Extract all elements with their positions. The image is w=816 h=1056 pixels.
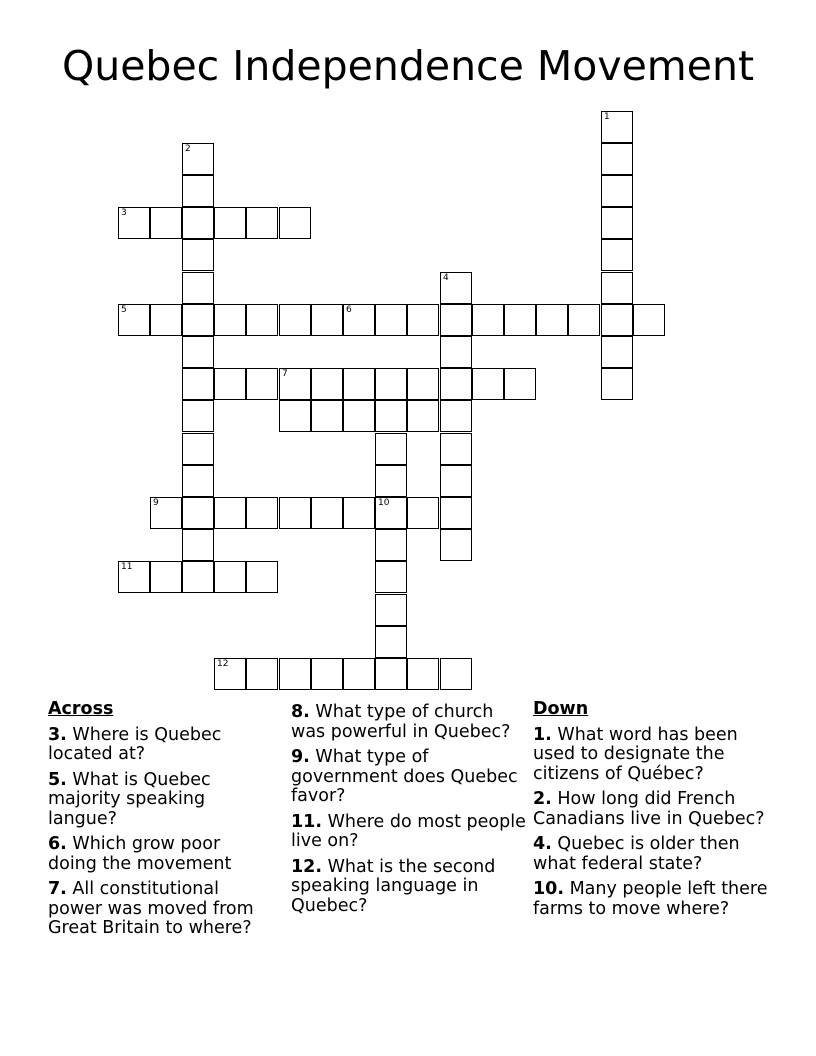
grid-cell[interactable] xyxy=(601,239,633,271)
grid-cell[interactable] xyxy=(118,207,150,239)
clue-number: 1 xyxy=(604,112,610,122)
grid-cell[interactable] xyxy=(279,497,311,529)
grid-cell[interactable] xyxy=(182,368,214,400)
clue-down-4: 4. Quebec is older then what federal state? xyxy=(533,834,740,874)
grid-cell[interactable] xyxy=(279,304,311,336)
clue-across-9: 9. What type of government does Quebec favor? xyxy=(291,747,518,806)
grid-cell[interactable] xyxy=(311,368,343,400)
clue-number: 2 xyxy=(185,144,191,154)
page-title: Quebec Independence Movement xyxy=(61,42,755,90)
grid-cell[interactable] xyxy=(375,497,407,529)
grid-cell[interactable] xyxy=(150,304,182,336)
grid-cell[interactable] xyxy=(375,529,407,561)
clue-across-6: 6. Which grow poor doing the movement xyxy=(48,834,232,874)
grid-cell[interactable] xyxy=(601,175,633,207)
grid-cell[interactable] xyxy=(182,497,214,529)
grid-cell[interactable] xyxy=(375,433,407,465)
clue-across-7: 7. All constitutional power was moved from Great Britain to where? xyxy=(48,879,254,938)
grid-cell[interactable] xyxy=(375,561,407,593)
grid-cell[interactable] xyxy=(440,368,472,400)
grid-cell[interactable] xyxy=(440,658,472,690)
grid-cell[interactable] xyxy=(601,111,633,143)
grid-cell[interactable] xyxy=(279,658,311,690)
grid-cell[interactable] xyxy=(440,465,472,497)
grid-cell[interactable] xyxy=(311,658,343,690)
grid-cell[interactable] xyxy=(375,594,407,626)
grid-cell[interactable] xyxy=(601,272,633,304)
grid-cell[interactable] xyxy=(375,304,407,336)
grid-cell[interactable] xyxy=(407,304,439,336)
clues-column-2 xyxy=(291,703,526,922)
grid-cell[interactable] xyxy=(343,658,375,690)
grid-cell[interactable] xyxy=(504,368,536,400)
grid-cell[interactable] xyxy=(375,400,407,432)
grid-cell[interactable] xyxy=(601,207,633,239)
grid-cell[interactable] xyxy=(214,561,246,593)
grid-cell[interactable] xyxy=(440,433,472,465)
grid-cell[interactable] xyxy=(246,207,278,239)
grid-cell[interactable] xyxy=(375,658,407,690)
grid-cell[interactable] xyxy=(375,465,407,497)
grid-cell[interactable] xyxy=(182,336,214,368)
grid-cell[interactable] xyxy=(440,272,472,304)
grid-cell[interactable] xyxy=(279,400,311,432)
grid-cell[interactable] xyxy=(343,497,375,529)
grid-cell[interactable] xyxy=(118,304,150,336)
grid-cell[interactable] xyxy=(601,368,633,400)
clue-down-10: 10. Many people left there farms to move where? xyxy=(533,879,768,919)
clue-number: 4 xyxy=(443,273,449,283)
grid-cell[interactable] xyxy=(311,400,343,432)
grid-cell[interactable] xyxy=(279,368,311,400)
grid-cell[interactable] xyxy=(601,143,633,175)
grid-cell[interactable] xyxy=(182,433,214,465)
down-heading: Down xyxy=(533,699,589,719)
grid-cell[interactable] xyxy=(214,497,246,529)
grid-cell[interactable] xyxy=(182,207,214,239)
grid-cell[interactable] xyxy=(343,400,375,432)
grid-cell[interactable] xyxy=(246,304,278,336)
clue-across-12: 12. What is the second speaking language in Quebec? xyxy=(291,856,496,916)
grid-cell[interactable] xyxy=(150,497,182,529)
clues-column-1 xyxy=(48,700,273,945)
grid-cell[interactable] xyxy=(182,465,214,497)
clue-number: 5 xyxy=(121,305,127,315)
clue-number: 3 xyxy=(121,208,127,218)
grid-cell[interactable] xyxy=(343,304,375,336)
grid-cell[interactable] xyxy=(150,561,182,593)
grid-cell[interactable] xyxy=(568,304,600,336)
grid-cell[interactable] xyxy=(182,400,214,432)
grid-cell[interactable] xyxy=(407,400,439,432)
clue-down-2: 2. How long did French Canadians live in Quebec? xyxy=(533,789,765,829)
grid-cell[interactable] xyxy=(246,368,278,400)
grid-cell[interactable] xyxy=(311,304,343,336)
grid-cell[interactable] xyxy=(214,658,246,690)
grid-cell[interactable] xyxy=(601,336,633,368)
grid-cell[interactable] xyxy=(182,239,214,271)
grid-cell[interactable] xyxy=(246,561,278,593)
grid-cell[interactable] xyxy=(375,626,407,658)
grid-cell[interactable] xyxy=(214,207,246,239)
clue-down-1: 1. What word has been used to designate the citizens of Québec? xyxy=(533,724,738,784)
grid-cell[interactable] xyxy=(311,497,343,529)
grid-cell[interactable] xyxy=(407,368,439,400)
grid-cell[interactable] xyxy=(182,561,214,593)
grid-cell[interactable] xyxy=(472,304,504,336)
grid-cell[interactable] xyxy=(214,304,246,336)
grid-cell[interactable] xyxy=(150,207,182,239)
grid-cell[interactable] xyxy=(440,304,472,336)
grid-cell[interactable] xyxy=(182,175,214,207)
clue-number: 6 xyxy=(346,305,352,315)
clue-across-11: 11. Where do most people live on? xyxy=(291,811,526,851)
grid-cell[interactable] xyxy=(214,368,246,400)
grid-cell[interactable] xyxy=(375,368,407,400)
clue-number: 11 xyxy=(121,562,133,572)
grid-cell[interactable] xyxy=(440,336,472,368)
grid-cell[interactable] xyxy=(182,143,214,175)
clues-column-3 xyxy=(533,700,768,925)
across-heading: Across xyxy=(48,699,114,719)
grid-cell[interactable] xyxy=(633,304,665,336)
grid-cell[interactable] xyxy=(407,658,439,690)
grid-cell[interactable] xyxy=(536,304,568,336)
clue-number: 7 xyxy=(282,369,288,379)
grid-cell[interactable] xyxy=(407,497,439,529)
clue-number: 10 xyxy=(378,498,390,508)
grid-cell[interactable] xyxy=(440,497,472,529)
grid-cell[interactable] xyxy=(182,304,214,336)
clue-across-3: 3. Where is Quebec located at? xyxy=(48,724,222,764)
grid-cell[interactable] xyxy=(504,304,536,336)
grid-cell[interactable] xyxy=(246,497,278,529)
grid-cell[interactable] xyxy=(182,529,214,561)
grid-cell[interactable] xyxy=(182,272,214,304)
grid-cell[interactable] xyxy=(601,304,633,336)
grid-cell[interactable] xyxy=(440,400,472,432)
grid-cell[interactable] xyxy=(118,561,150,593)
clue-number: 9 xyxy=(153,498,159,508)
grid-cell[interactable] xyxy=(279,207,311,239)
grid-cell[interactable] xyxy=(440,529,472,561)
clue-across-8: 8. What type of church was powerful in Quebec? xyxy=(291,702,511,742)
grid-cell[interactable] xyxy=(246,658,278,690)
grid-cell[interactable] xyxy=(343,368,375,400)
clue-number: 12 xyxy=(217,659,229,669)
clue-across-5: 5. What is Quebec majority speaking langue? xyxy=(48,769,211,829)
grid-cell[interactable] xyxy=(472,368,504,400)
